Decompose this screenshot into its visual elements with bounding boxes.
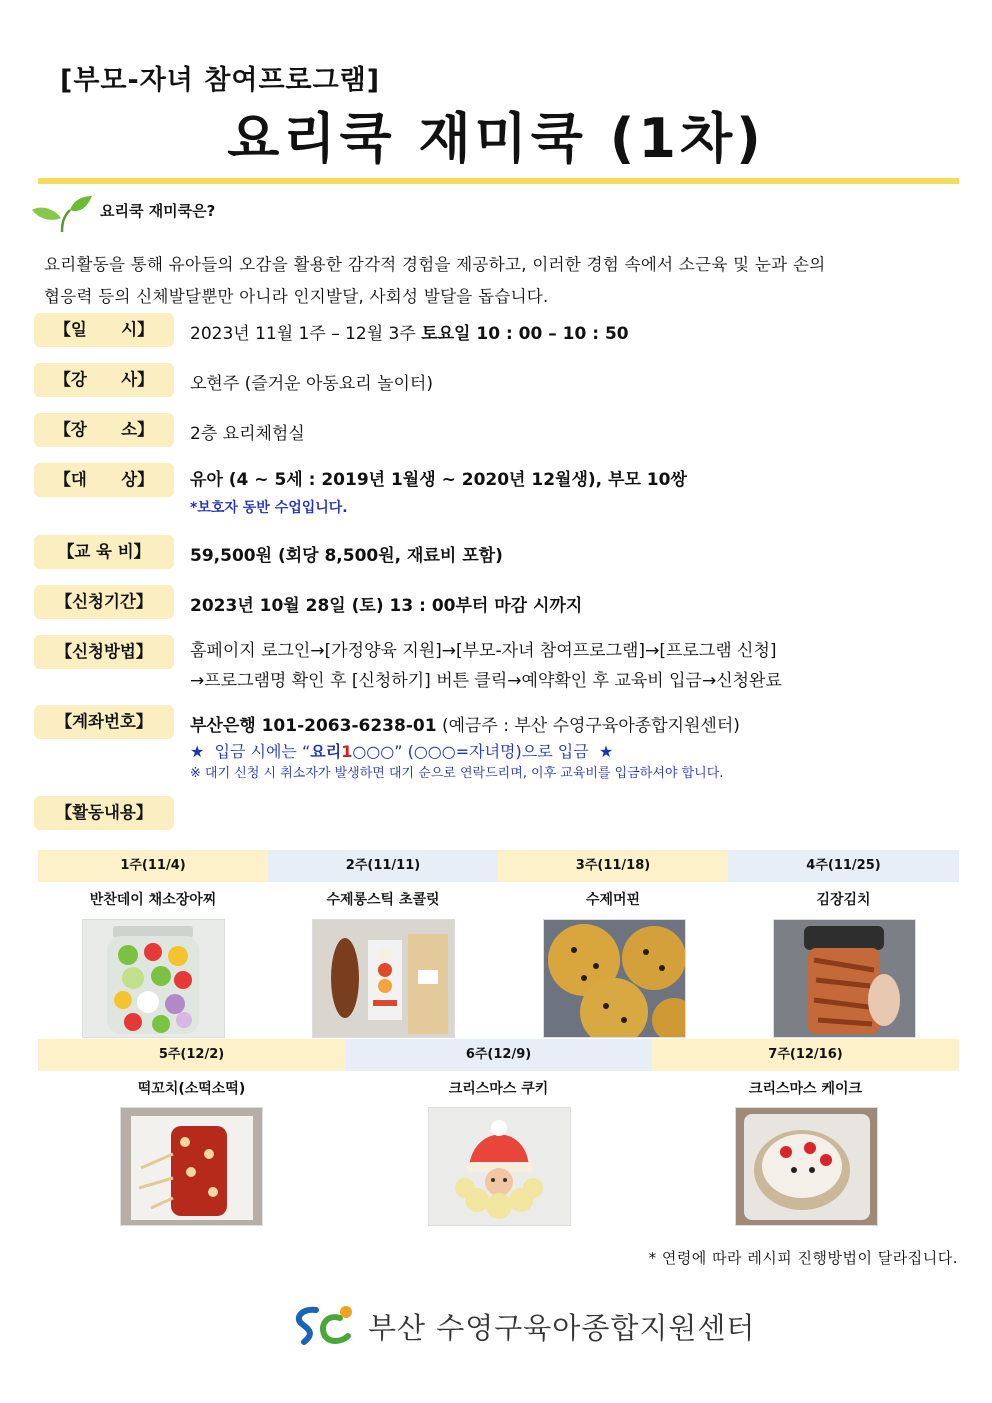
schedule-label: 【일 시】 <box>34 313 174 347</box>
deposit-code-name: ○○○ <box>352 742 395 761</box>
deposit-instruction <box>190 739 613 762</box>
photo-chocolate-sticks <box>312 919 455 1038</box>
place-value: 2층 요리체험실 <box>190 424 305 444</box>
deposit-code-number: 1 <box>341 742 353 761</box>
center-logo-icon <box>290 1302 360 1348</box>
target-label: 【대 상】 <box>34 463 174 497</box>
period-value: 2023년 10월 28일 (토) 13 : 00부터 마감 시까지 <box>190 596 583 616</box>
week-4-header: 4주(11/25) <box>728 850 959 882</box>
week-2-dish: 수제롱스틱 초콜릿 <box>326 892 440 908</box>
week-4-dish: 김장김치 <box>816 892 871 908</box>
week-5-header: 5주(12/2) <box>38 1039 345 1071</box>
week-3-header: 3주(11/18) <box>498 850 728 882</box>
instructor-value: 오현주 (즐거운 아동요리 놀이터) <box>190 374 433 394</box>
activities-label: 【활동내용】 <box>34 796 174 830</box>
place-label: 【장 소】 <box>34 413 174 447</box>
organization-name: 부산 수영구육아종합지원센터 <box>368 1311 756 1345</box>
week-5-dish: 떡꼬치(소떡소떡) <box>137 1081 246 1097</box>
title-divider <box>38 178 959 184</box>
bank-account: 부산은행 101-2063-6238-01 <box>190 716 437 736</box>
intro-text-line-1: 요리활동을 통해 유아들의 오감을 활용한 감각적 경험을 제공하고, 이러한 경험 속에서 소근육 및 눈과 손의 <box>44 255 826 274</box>
schedule-value <box>190 319 629 344</box>
week-7-dish: 크리스마스 케이크 <box>748 1081 863 1097</box>
instructor-label: 【강 사】 <box>34 363 174 397</box>
photo-vegetable-pickles <box>82 919 225 1038</box>
week-1-header: 1주(11/4) <box>38 850 268 882</box>
photo-rice-cake-skewers <box>120 1107 263 1226</box>
age-footnote: * 연령에 따라 레시피 진행방법이 달라집니다. <box>648 1249 958 1267</box>
schedule-time: 토요일 10 : 00 – 10 : 50 <box>421 324 629 344</box>
week-6-header: 6주(12/9) <box>345 1039 652 1071</box>
photo-muffins <box>543 919 686 1038</box>
account-label: 【계좌번호】 <box>34 705 174 739</box>
deposit-suffix: ” (○○○=자녀명)으로 입금 ★ <box>394 742 614 761</box>
photo-kimchi <box>773 919 916 1038</box>
intro-text-line-2: 협응력 등의 신체발달뿐만 아니라 인지발달, 사회성 발달을 돕습니다. <box>44 287 549 306</box>
sprout-icon <box>30 192 94 234</box>
intro-heading: 요리쿡 재미쿡은? <box>100 202 216 220</box>
target-value: 유아 (4 ~ 5세 : 2019년 1월생 ~ 2020년 12월생), 부모 10쌍 <box>190 470 687 490</box>
week-3-dish: 수제머핀 <box>585 892 641 908</box>
deposit-prefix: ★ 입금 시에는 “ <box>190 742 311 761</box>
program-category: [부모-자녀 참여프로그램] <box>60 65 381 96</box>
week-6-dish: 크리스마스 쿠키 <box>448 1081 549 1097</box>
fee-value: 59,500원 (회당 8,500원, 재료비 포함) <box>190 546 503 566</box>
page-title: 요리쿡 재미쿡 (1차) <box>227 107 765 170</box>
week-7-header: 7주(12/16) <box>652 1039 959 1071</box>
week-2-header: 2주(11/11) <box>268 850 498 882</box>
method-line-2: →프로그램명 확인 후 [신청하기] 버튼 클릭→예약확인 후 교육비 입금→신청완료 <box>190 671 782 691</box>
week-1-dish: 반찬데이 채소장아찌 <box>89 892 217 908</box>
account-value <box>190 711 740 736</box>
photo-christmas-cake <box>735 1107 878 1226</box>
waitlist-note: ※ 대기 신청 시 취소자가 발생하면 대기 순으로 연락드리며, 이후 교육비를 입금하셔야 합니다. <box>190 766 724 781</box>
method-line-1: 홈페이지 로그인→[가정양육 지원]→[부모-자녀 참여프로그램]→[프로그램 신청] <box>190 641 777 661</box>
schedule-date: 2023년 11월 1주 – 12월 3주 <box>190 324 422 344</box>
deposit-code: 요리 <box>310 742 342 761</box>
fee-label: 【교 육 비】 <box>34 535 174 569</box>
photo-christmas-cookie <box>428 1107 571 1226</box>
guardian-note: *보호자 동반 수업입니다. <box>190 500 348 516</box>
account-holder: (예금주 : 부산 수영구육아종합지원센터) <box>436 716 740 736</box>
method-label: 【신청방법】 <box>34 635 174 669</box>
period-label: 【신청기간】 <box>34 585 174 619</box>
